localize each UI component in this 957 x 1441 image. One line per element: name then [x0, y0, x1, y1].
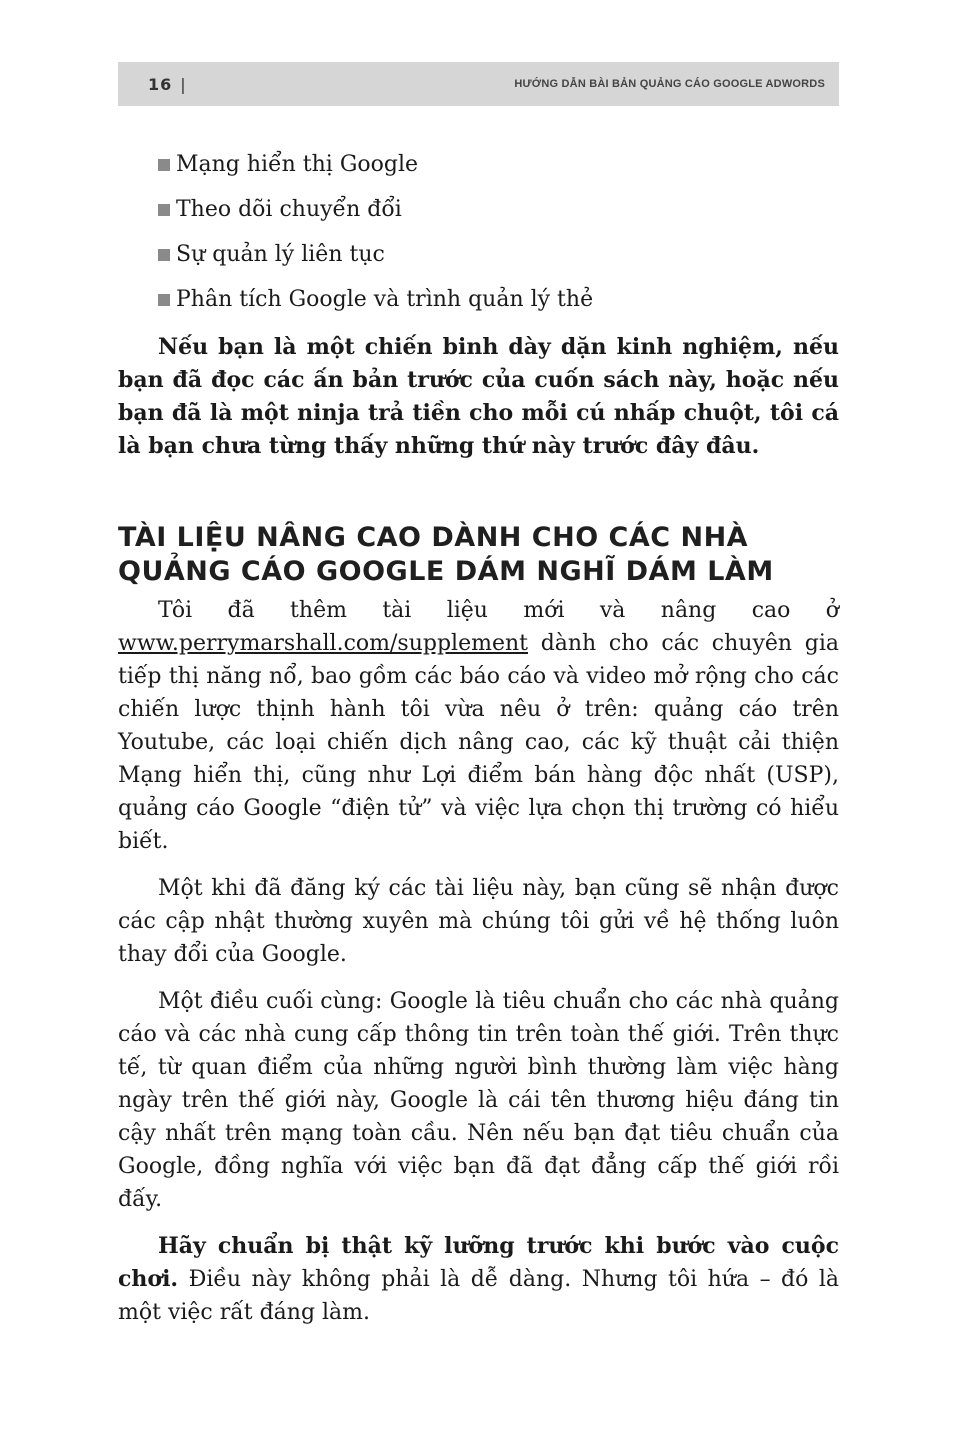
list-item: [158, 142, 839, 187]
closing-bold-text: Hãy chuẩn bị thật kỹ lưỡng trước khi bước vào cuộc chơi.: [118, 1233, 839, 1292]
list-item-text: Mạng hiển thị Google: [176, 152, 419, 177]
bullet-square-icon: [158, 204, 170, 216]
bullet-square-icon: [158, 294, 170, 306]
running-title: HƯỚNG DẪN BÀI BẢN QUẢNG CÁO GOOGLE ADWORDS: [514, 78, 825, 90]
paragraph-closing: [118, 1230, 839, 1329]
closing-text: Điều này không phải là dễ dàng. Nhưng tôi hứa – đó là một việc rất đáng làm.: [118, 1267, 839, 1325]
list-item: [158, 232, 839, 277]
supplement-link[interactable]: www.perrymarshall.com/supplement: [118, 631, 528, 656]
paragraph-supplement: [118, 594, 839, 858]
paragraph-google-standard: Một điều cuối cùng: Google là tiêu chuẩn cho các nhà quảng cáo và các nhà cung cấp thông tin trên toàn thế giới. Trên thực tế, từ quan điểm của những người bình thường làm việc hàng ngày trên thế giới này, Google là cái tên thương hiệu đáng tin cậy nhất trên mạng toàn cầu. Nên nếu bạn đạt tiêu chuẩn của Google, đồng nghĩa với việc bạn đã đạt đẳng cấp thế giới rồi đấy.: [118, 989, 839, 1212]
list-item: [158, 277, 839, 322]
feature-list: [118, 142, 839, 322]
bullet-square-icon: [158, 159, 170, 171]
p1-text-after: dành cho các chuyên gia tiếp thị năng nổ, bao gồm các báo cáo và video mở rộng cho các chiến lược thịnh hành tôi vừa nêu ở trên: quảng cáo trên Youtube, các loại chiến dịch nâng cao, các kỹ thuật cải thiện Mạng hiển thị, cũng như Lợi điểm bán hàng độc nhất (USP), quảng cáo Google “điện tử” và việc lựa chọn thị trường có hiểu biết.: [118, 631, 839, 854]
page-number: [148, 75, 187, 94]
list-item-text: Sự quản lý liên tục: [176, 242, 385, 267]
intro-bold-paragraph: Nếu bạn là một chiến binh dày dặn kinh nghiệm, nếu bạn đã đọc các ấn bản trước của cuốn sách này, hoặc nếu bạn đã là một ninja trả tiền cho mỗi cú nhấp chuột, tôi cá là bạn chưa từng thấy những thứ này trước đây đâu.: [118, 334, 839, 459]
page-number-value: 16: [148, 74, 173, 94]
p1-text-before: Tôi đã thêm tài liệu mới và nâng cao ở: [158, 598, 839, 623]
running-header: [118, 62, 839, 106]
list-item-text: Phân tích Google và trình quản lý thẻ: [176, 287, 594, 312]
header-separator: |: [180, 74, 187, 94]
section-heading: TÀI LIỆU NÂNG CAO DÀNH CHO CÁC NHÀ QUẢNG CÁO GOOGLE DÁM NGHĨ DÁM LÀM: [118, 522, 774, 587]
list-item-text: Theo dõi chuyển đổi: [176, 197, 402, 222]
bullet-square-icon: [158, 249, 170, 261]
page-body: [118, 142, 839, 1329]
list-item: [158, 187, 839, 232]
paragraph-updates: Một khi đã đăng ký các tài liệu này, bạn cũng sẽ nhận được các cập nhật thường xuyên mà chúng tôi gửi về hệ thống luôn thay đổi của Google.: [118, 876, 839, 967]
